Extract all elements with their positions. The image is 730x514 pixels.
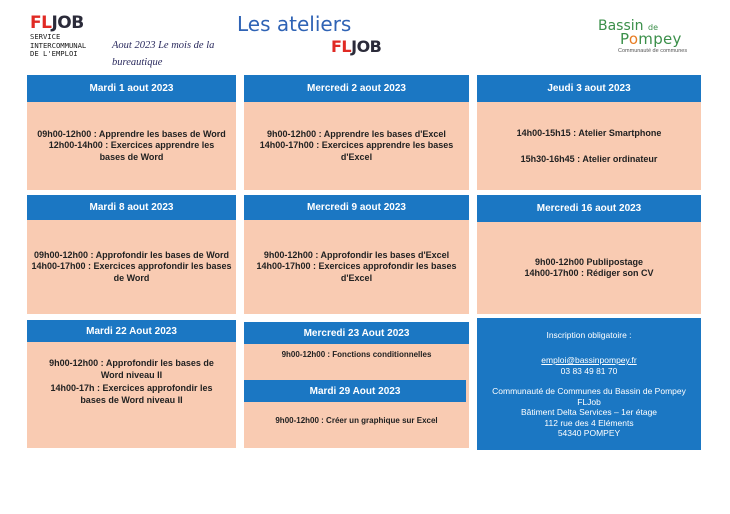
session-line: 14h00-17h00 : Exercices approfondir les bases de Word — [31, 261, 232, 283]
bassin-pompey-tagline: Communauté de communes — [618, 48, 688, 54]
day-schedule — [27, 342, 236, 448]
session-line: 15h30-16h45 : Atelier ordinateur — [520, 154, 658, 164]
day-schedule — [244, 102, 469, 190]
city-address: 54340 POMPEY — [557, 428, 621, 438]
session-line: 12h00-14h00 : Exercices apprendre les bases de Word — [48, 140, 215, 162]
session-line: 9h00-12h00 Publipostage — [534, 256, 644, 267]
contact-phone: 03 83 49 81 70 — [560, 365, 618, 376]
bassin-pompey-logo-name: Pompey — [620, 30, 682, 48]
org-name: Communauté de Communes du Bassin de Pompey — [492, 386, 686, 396]
session-line: 9h00-12h00 : Approfondir les bases de Word niveau II — [49, 358, 214, 380]
day-schedule — [27, 102, 236, 190]
day-schedule — [244, 404, 469, 448]
session-line: 14h00-15h15 : Atelier Smartphone — [516, 128, 662, 138]
registration-info — [477, 318, 701, 450]
day-date: Mardi 29 Aout 2023 — [244, 380, 466, 402]
building-address: Bâtiment Delta Services – 1er étage — [520, 407, 658, 417]
page-title: Les ateliers — [237, 12, 352, 36]
session-line: 9h00-12h00 : Apprendre les bases d'Excel — [267, 128, 446, 139]
session-line: 9h00-12h00 : Créer un graphique sur Excel — [275, 416, 438, 425]
day-date: Mardi 1 aout 2023 — [27, 75, 236, 102]
session-line: 14h00-17h : Exercices approfondir les bases de Word niveau II — [50, 383, 213, 405]
session-line: 9h00-12h00 : Approfondir les bases d'Excel — [263, 249, 450, 260]
service-name: FLJob — [577, 396, 601, 407]
month-subtitle: Aout 2023 Le mois de la bureautique — [112, 40, 215, 68]
day-schedule — [477, 222, 701, 314]
day-schedule — [244, 220, 469, 314]
bassin-pompey-logo: Bassin de — [598, 18, 658, 34]
street-address: 112 rue des 4 Eléments — [544, 417, 634, 428]
session-line: 14h00-17h00 : Exercices approfondir les bases d'Excel — [256, 261, 457, 283]
contact-email[interactable]: emploi@bassinpompey.fr — [541, 355, 637, 365]
registration-heading: Inscription obligatoire : — [546, 329, 632, 340]
day-date: Mercredi 9 aout 2023 — [244, 195, 469, 220]
day-date: Mercredi 23 Aout 2023 — [244, 322, 469, 344]
day-date: Mercredi 2 aout 2023 — [244, 75, 469, 102]
session-line: 14h00-17h00 : Rédiger son CV — [524, 268, 654, 278]
day-date: Mardi 22 Aout 2023 — [27, 320, 236, 342]
day-schedule — [27, 220, 236, 314]
fljob-logo-subtitle: SERVICE INTERCOMMUNAL DE L'EMPLOI — [30, 32, 87, 58]
day-date: Mercredi 16 aout 2023 — [477, 195, 701, 222]
session-line: 14h00-17h00 : Exercices apprendre les bases d'Excel — [259, 140, 454, 162]
session-line: 09h00-12h00 : Approfondir les bases de Word — [33, 249, 230, 260]
title-brand: FLJOB — [331, 37, 382, 56]
fljob-logo: FLJOB — [30, 13, 84, 33]
day-date: Mardi 8 aout 2023 — [27, 195, 236, 220]
day-schedule — [477, 102, 701, 190]
day-date: Jeudi 3 aout 2023 — [477, 75, 701, 102]
session-line: 9h00-12h00 : Fonctions conditionnelles — [281, 350, 432, 359]
session-line: 09h00-12h00 : Apprendre les bases de Word — [37, 128, 226, 139]
